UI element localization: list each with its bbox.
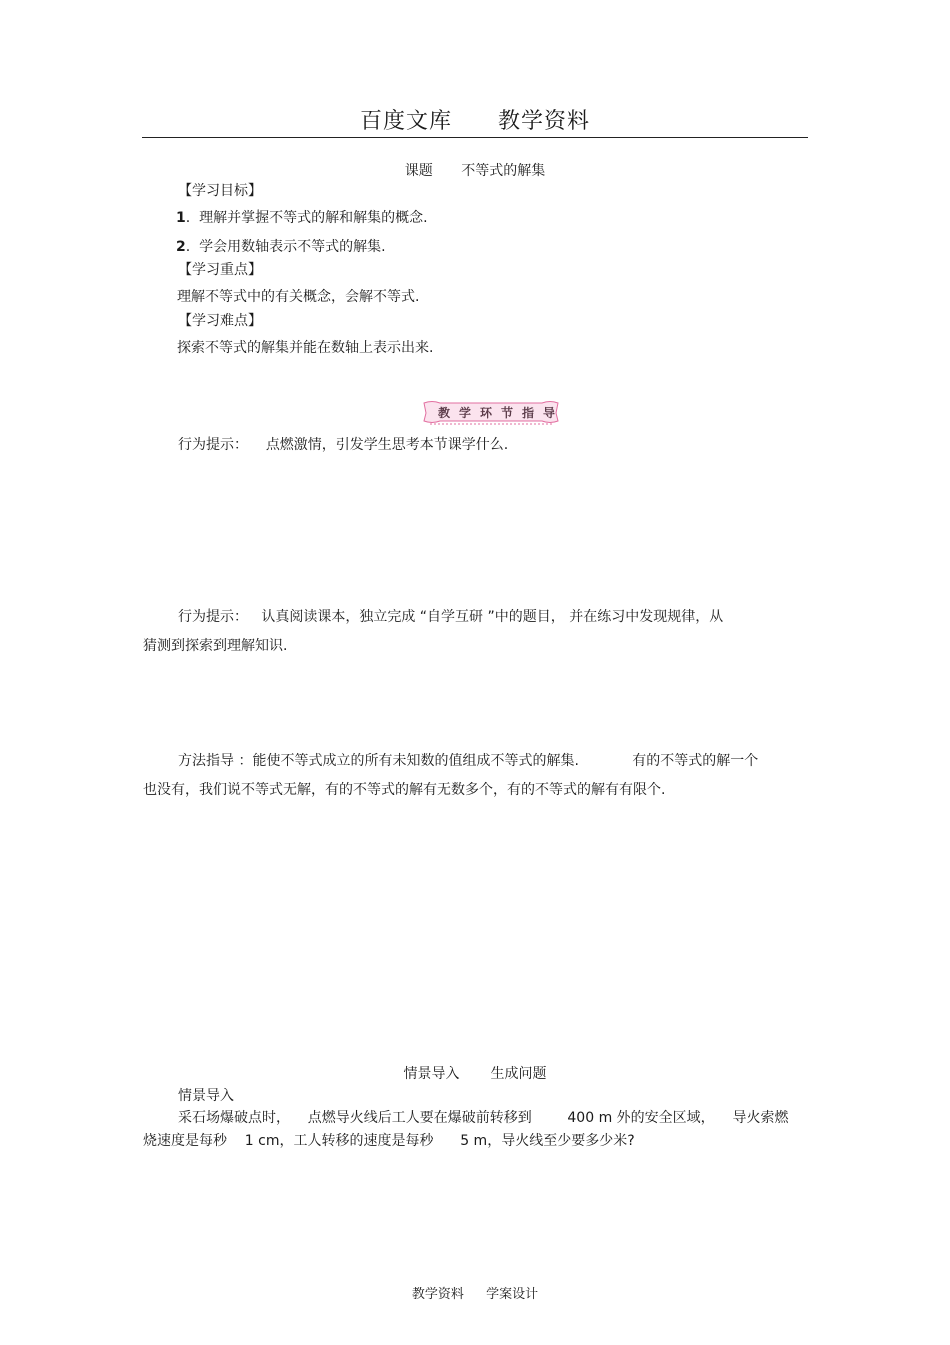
section-title [0, 1063, 950, 1083]
footer-right: 学案设计 [486, 1287, 539, 1302]
difficulty-heading: 【学习难点】 [178, 313, 262, 329]
scenario-heading: 情景导入 [178, 1088, 234, 1104]
page-header [0, 104, 950, 135]
hint1-text: 点燃激情，引发学生思考本节课学什么. [265, 437, 509, 453]
hint1-label: 行为提示： [178, 437, 248, 453]
banner-char-5: 指 [522, 406, 535, 420]
method-line1 [143, 747, 803, 776]
hint2-text: 认真阅读课本，独立完成 “自学互研 ”中的题目， 并在练习中发现规律，从 [261, 609, 724, 625]
banner-char-3: 环 [480, 406, 493, 420]
banner-graphic [422, 400, 560, 426]
banner-char-1: 教 [438, 406, 451, 420]
scenario-line1: 采石场爆破点时， 点燃导火线后工人要在爆破前转移到 400 m 外的安全区域， 导火索燃 [178, 1110, 789, 1126]
objective-num-1: 1 [176, 210, 186, 226]
difficulty-text: 探索不等式的解集并能在数轴上表示出来. [177, 340, 434, 356]
hint2-line2: 猜测到探索到理解知识. [143, 638, 288, 654]
method-line2: 也没有，我们说不等式无解，有的不等式的解有无数多个，有的不等式的解有有限个. [143, 782, 666, 798]
section-banner [422, 400, 560, 424]
objective-text-2: 学会用数轴表示不等式的解集. [199, 239, 386, 255]
header-right: 教学资料 [498, 109, 591, 134]
hint2-paragraph [143, 603, 803, 661]
objective-text-1: 理解并掌握不等式的解和解集的概念. [199, 210, 428, 226]
objective-num-2: 2 [176, 239, 186, 255]
footer-left: 教学资料 [411, 1287, 464, 1302]
lesson-title [0, 160, 950, 180]
method-paragraph [143, 747, 803, 805]
keypoint-text: 理解不等式中的有关概念，会解不等式. [177, 289, 420, 305]
hint2-label: 行为提示： [178, 609, 248, 625]
page-footer [0, 1283, 950, 1302]
banner-char-6: 导 [543, 406, 556, 420]
section-right: 生成问题 [490, 1066, 547, 1082]
method-label: 方法指导 [178, 753, 234, 769]
keypoint-heading: 【学习重点】 [178, 262, 262, 278]
lesson-prefix: 课题 [404, 163, 433, 179]
scenario-line2: 烧速度是每秒 1 cm，工人转移的速度是每秒 5 m，导火线至少要多少米? [143, 1133, 635, 1149]
objective-item-1: 1. 理解并掌握不等式的解和解集的概念. [176, 210, 428, 226]
lesson-name: 不等式的解集 [461, 163, 546, 179]
header-rule [142, 137, 808, 138]
hint2-line1 [143, 603, 803, 632]
banner-char-2: 学 [459, 406, 472, 420]
objective-item-2: 2. 学会用数轴表示不等式的解集. [176, 239, 386, 255]
banner-char-4: 节 [501, 406, 514, 420]
method-text: ：能使不等式成立的所有未知数的值组成不等式的解集. 有的不等式的解一个 [238, 753, 759, 769]
objectives-heading: 【学习目标】 [178, 183, 262, 199]
header-left: 百度文库 [359, 109, 452, 134]
section-left: 情景导入 [403, 1066, 460, 1082]
hint1 [178, 435, 508, 455]
